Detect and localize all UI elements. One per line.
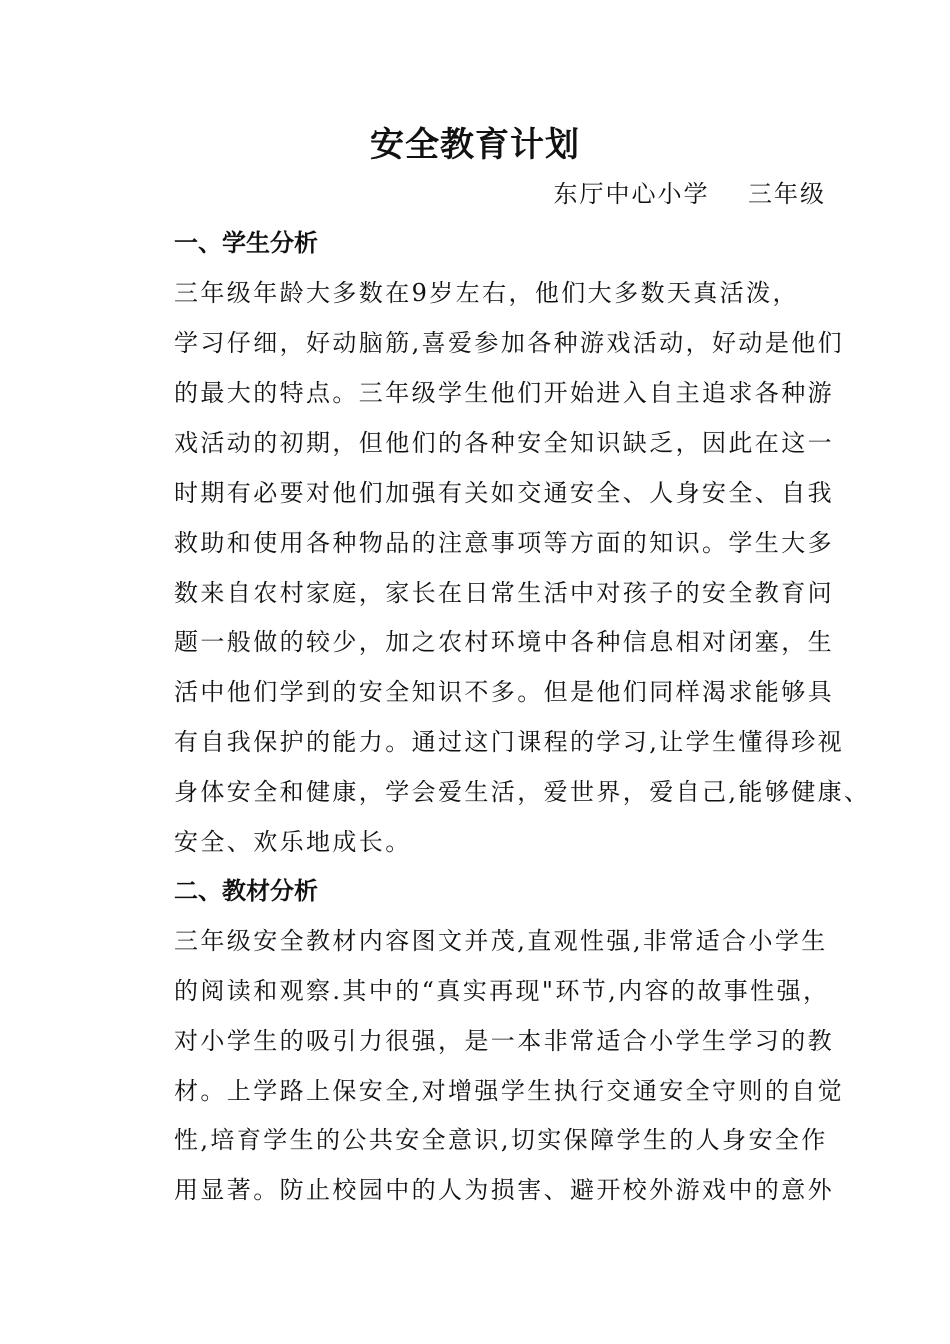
paragraph-line: 救助和使用各种物品的注意事项等方面的知识。学生大多 xyxy=(174,529,834,557)
paragraph-line: 的最大的特点。三年级学生他们开始进入自主追求各种游 xyxy=(174,379,834,407)
paragraph-line: 材。上学路上保安全,对增强学生执行交通安全守则的自觉 xyxy=(174,1077,845,1105)
paragraph-line: 三年级年龄大多数在9岁左右，他们大多数天真活泼， xyxy=(174,279,799,307)
paragraph-line: 有自我保护的能力。通过这门课程的学习,让学生懂得珍视 xyxy=(174,728,845,756)
paragraph-line: 活中他们学到的安全知识不多。但是他们同样渴求能够具 xyxy=(174,678,834,706)
paragraph-line: 性,培育学生的公共安全意识,切实保障学生的人身安全作 xyxy=(174,1126,828,1154)
paragraph-line: 题一般做的较少，加之农村环境中各种信息相对闭塞，生 xyxy=(174,628,834,656)
paragraph-line: 的阅读和观察.其中的“真实再现"环节,内容的故事性强， xyxy=(174,977,830,1005)
paragraph-line: 学习仔细，好动脑筋,喜爱参加各种游戏活动，好动是他们 xyxy=(174,329,845,357)
paragraph-line: 安全、欢乐地成长。 xyxy=(174,828,412,856)
paragraph-line: 数来自农村家庭，家长在日常生活中对孩子的安全教育问 xyxy=(174,579,834,607)
section-heading-textbook-analysis: 二、教材分析 xyxy=(174,877,318,905)
document-title: 安全教育计划 xyxy=(370,125,580,165)
paragraph-line: 身体安全和健康，学会爱生活，爱世界，爱自己,能够健康、 xyxy=(174,778,871,806)
section-heading-student-analysis: 一、学生分析 xyxy=(174,229,318,257)
paragraph-line: 时期有必要对他们加强有关如交通安全、人身安全、自我 xyxy=(174,479,834,507)
paragraph-line: 戏活动的初期，但他们的各种安全知识缺乏，因此在这一 xyxy=(174,429,834,457)
paragraph-line: 用显著。防止校园中的人为损害、避开校外游戏中的意外 xyxy=(174,1176,834,1204)
document-byline: 东厅中心小学 三年级 xyxy=(553,180,826,208)
paragraph-line: 三年级安全教材内容图文并茂,直观性强,非常适合小学生 xyxy=(174,927,828,955)
paragraph-line: 对小学生的吸引力很强，是一本非常适合小学生学习的教 xyxy=(174,1027,834,1055)
